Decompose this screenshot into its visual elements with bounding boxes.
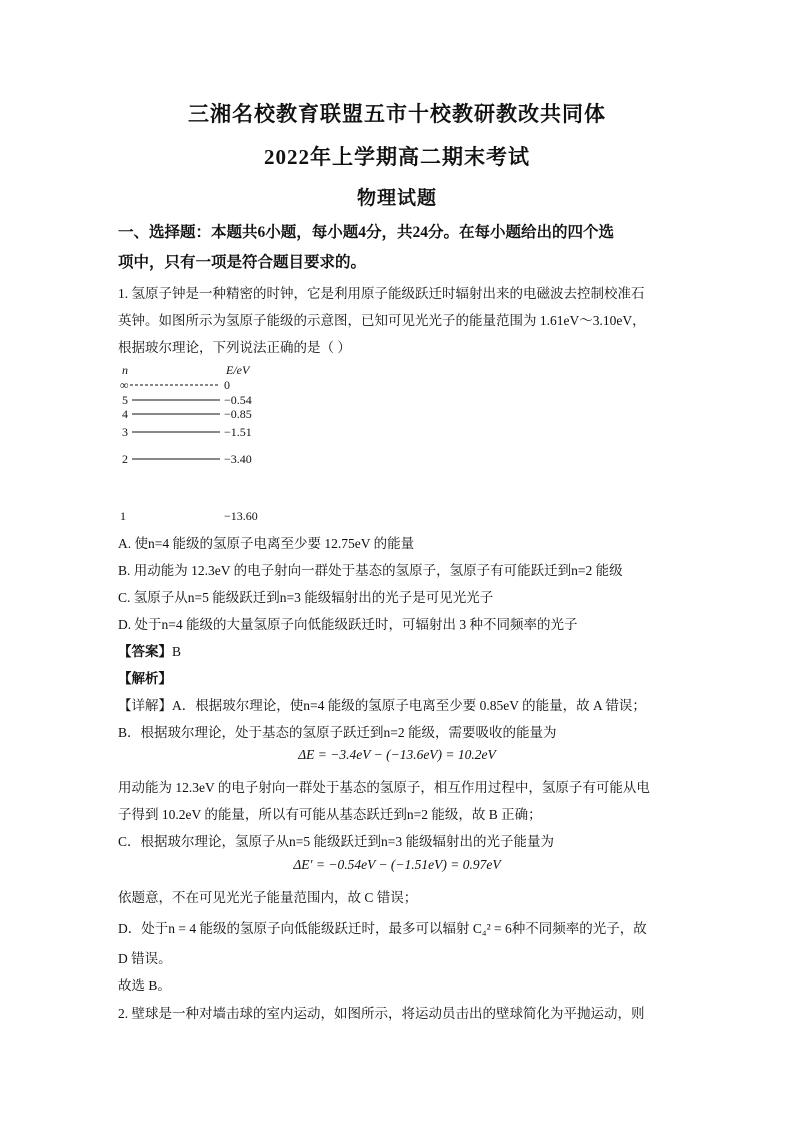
level-n-2: 2 <box>122 452 128 466</box>
exam-session-title: 2022年上学期高二期末考试 <box>264 145 530 169</box>
q1-stem-line2: 英钟。如图所示为氢原子能级的示意图，已知可见光光子的能量范围为 1.61eV～3.10eV， <box>118 313 646 328</box>
level-n-3: 3 <box>122 425 128 439</box>
level-n-1: 1 <box>120 509 126 523</box>
answer-label: 【答案】 <box>118 644 172 659</box>
solution-line-7: D．处于n = 4 能级的氢原子向低能级跃迁时，最多可以辐射 C₄² = 6种不同频率的光子，故 <box>118 921 647 936</box>
q1-stem-line1: 1. 氢原子钟是一种精密的时钟，它是利用原子能级跃迁时辐射出来的电磁波去控制校准石 <box>118 286 645 301</box>
level-e-2: −3.40 <box>224 452 252 466</box>
solution-line-9: 故选 B。 <box>118 978 171 993</box>
q1-option-c: C. 氢原子从n=5 能级跃迁到n=3 能级辐射出的光子是可见光光子 <box>118 590 494 605</box>
equation-1: ΔE = −3.4eV − (−13.6eV) = 10.2eV <box>298 747 496 762</box>
answer-value: B <box>172 644 182 659</box>
q1-stem-line3: 根据玻尔理论，下列说法正确的是（ ） <box>118 340 351 355</box>
q1-option-b: B. 用动能为 12.3eV 的电子射向一群处于基态的氢原子，氢原子有可能跃迁到n=2 能级 <box>118 563 623 578</box>
solution-line-8: D 错误。 <box>118 951 172 966</box>
level-e-5: −0.54 <box>224 393 252 407</box>
q1-option-a: A. 使n=4 能级的氢原子电离至少要 12.75eV 的能量 <box>118 536 415 551</box>
solution-line-6: 依题意，不在可见光光子能量范围内，故 C 错误； <box>118 890 418 905</box>
equation-2: ΔE′ = −0.54eV − (−1.51eV) = 0.97eV <box>293 857 501 872</box>
subject-title: 物理试题 <box>356 188 437 209</box>
analysis-label: 【解析】 <box>118 671 172 686</box>
section-heading-line1: 一、选择题：本题共6小题，每小题4分，共24分。在每小题给出的四个选 <box>118 224 615 241</box>
q2-stem-line1: 2. 壁球是一种对墙击球的室内运动，如图所示，将运动员击出的壁球简化为平抛运动，则 <box>118 1006 645 1021</box>
energy-level-diagram <box>118 362 278 528</box>
level-n-inf: ∞ <box>120 378 129 392</box>
section-heading-line2: 项中，只有一项是符合题目要求的。 <box>118 254 367 271</box>
answer-line <box>118 640 181 660</box>
solution-line-3: 用动能为 12.3eV 的电子射向一群处于基态的氢原子，相互作用过程中，氢原子有可能从电 <box>118 780 650 795</box>
solution-line-1: 【详解】A．根据玻尔理论，使n=4 能级的氢原子电离至少要 0.85eV 的能量，故 A 错误； <box>118 698 646 713</box>
level-e-inf: 0 <box>224 378 230 392</box>
energy-axis-label: E/eV <box>226 363 250 377</box>
level-e-4: −0.85 <box>224 407 252 421</box>
q1-option-d: D. 处于n=4 能级的大量氢原子向低能级跃迁时，可辐射出 3 种不同频率的光子 <box>118 617 578 632</box>
level-e-3: −1.51 <box>224 425 252 439</box>
exam-alliance-title: 三湘名校教育联盟五市十校教研教改共同体 <box>188 102 606 126</box>
solution-line-2: B．根据玻尔理论，处于基态的氢原子跃迁到n=2 能级，需要吸收的能量为 <box>118 725 557 740</box>
n-axis-label: n <box>122 363 128 377</box>
solution-line-4: 子得到 10.2eV 的能量，所以有可能从基态跃迁到n=2 能级，故 B 正确； <box>118 807 542 822</box>
level-n-5: 5 <box>122 393 128 407</box>
solution-line-5: C．根据玻尔理论，氢原子从n=5 能级跃迁到n=3 能级辐射出的光子能量为 <box>118 834 554 849</box>
level-e-1: −13.60 <box>224 509 258 523</box>
level-n-4: 4 <box>122 407 128 421</box>
